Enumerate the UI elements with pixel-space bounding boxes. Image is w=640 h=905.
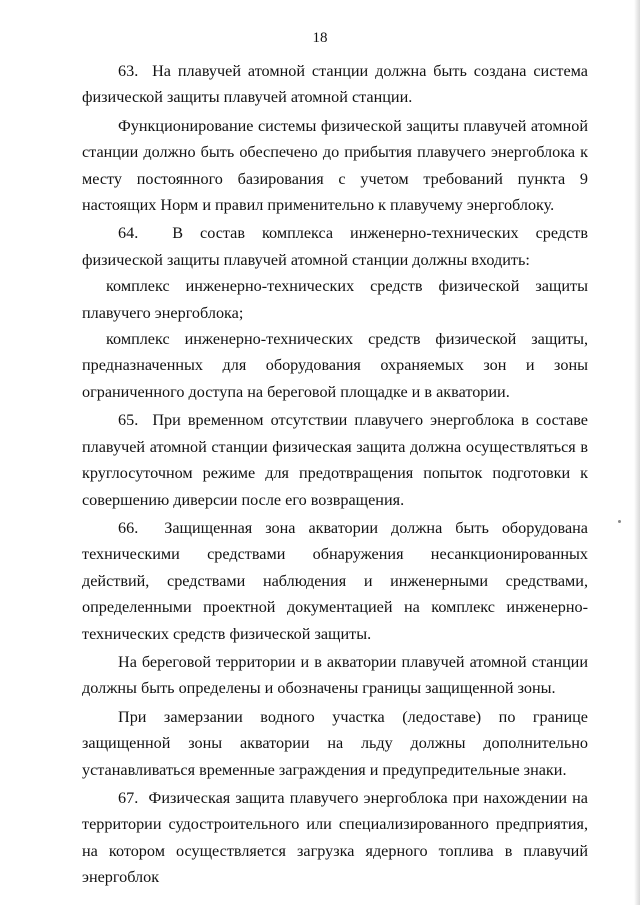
paragraph-63: 63. На плавучей атомной станции должна быть создана система физической защиты плавучей атомной станции. bbox=[82, 62, 588, 107]
list-item-ship-complex: комплекс инженерно-технических средств физической защиты плавучего энергоблока; bbox=[82, 277, 588, 322]
list-item-shore-complex: комплекс инженерно-технических средств физической защиты, предназначенных для оборудования охраняемых зон и зоны ограниченного доступа на береговой площадке и в акватории. bbox=[82, 330, 588, 401]
paragraph-66-shore-boundaries: На береговой территории и в акватории плавучей атомной станции должны быть определены и обозначены границы защищенной зоны. bbox=[82, 652, 588, 698]
paragraph-64: 64. В состав комплекса инженерно-технических средств физической защиты плавучей атомной станции должны входить: bbox=[82, 224, 588, 269]
document-body bbox=[82, 58, 588, 891]
paragraph-67: 67. Физическая защита плавучего энергоблока при нахождении на территории судостроительного или специализированного предприятия, на котором осуществляется загрузка ядерного топлива в плавучий энергоблок bbox=[82, 788, 588, 887]
scan-edge-shadow bbox=[634, 0, 640, 905]
scan-speck bbox=[618, 520, 621, 523]
paragraph-66-ice-barriers: При замерзании водного участка (ледоставе) по границе защищенной зоны акватории на льду должны дополнительно устанавливаться временные заграждения и предупредительные знаки. bbox=[82, 707, 588, 779]
paragraph-65: 65. При временном отсутствии плавучего энергоблока в составе плавучей атомной станции физическая защита должна осуществляться в круглосуточном режиме для предотвращения попыток подготовки к совершению диверсии после его возвращения. bbox=[82, 411, 588, 509]
paragraph-66: 66. Защищенная зона акватории должна быть оборудована техническими средствами обнаружения несанкционированных действий, средствами наблюдения и инженерными средствами, определенными проектной документацией на комплекс инженерно-технических средств физической защиты. bbox=[82, 518, 588, 643]
paragraph-63-continued: Функционирование системы физической защиты плавучей атомной станции должно быть обеспечено до прибытия плавучего энергоблока к месту постоянного базирования с учетом требований пункта 9 настоящих Норм и правил применительно к плавучему энергоблоку. bbox=[82, 116, 588, 215]
page-number: 18 bbox=[312, 30, 328, 46]
